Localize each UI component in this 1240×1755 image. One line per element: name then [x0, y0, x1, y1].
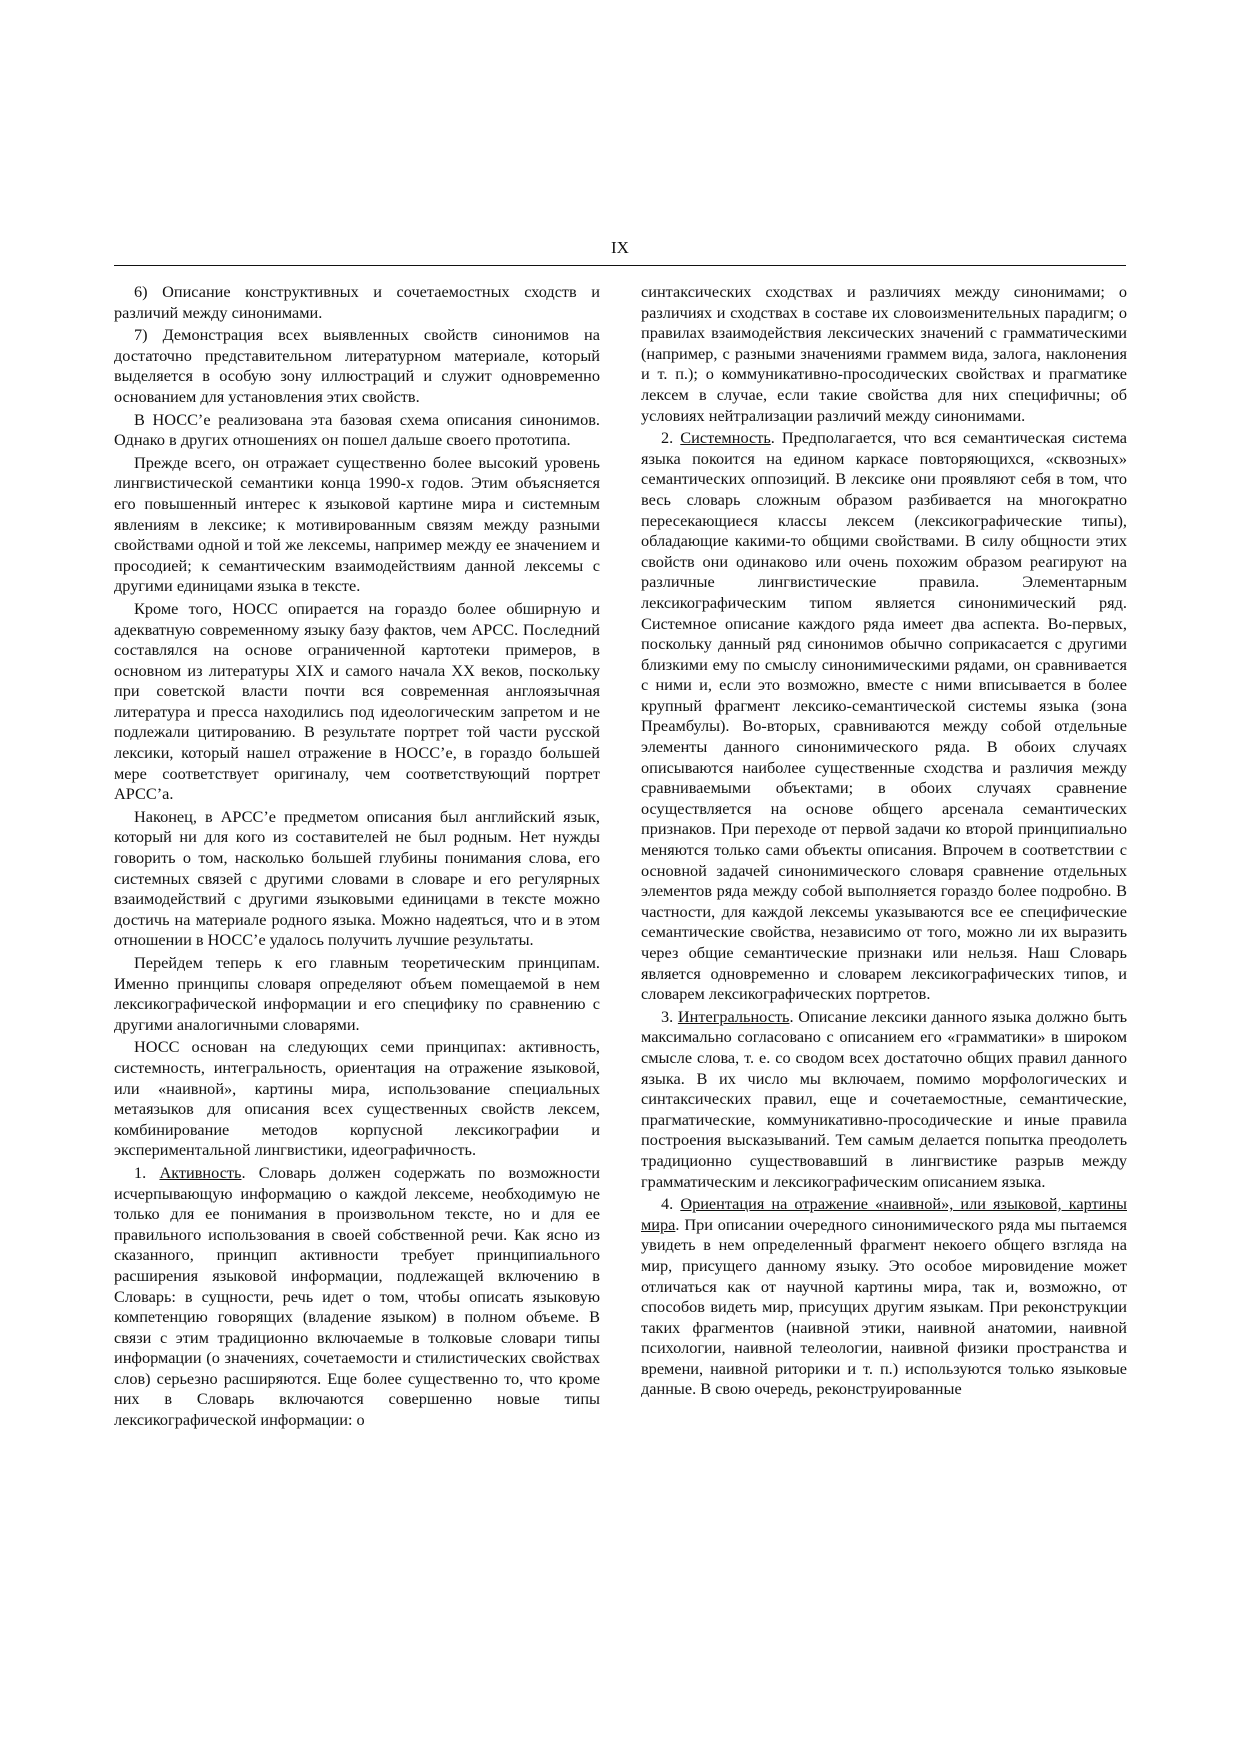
principle-term: Системность [680, 428, 771, 448]
principle-paragraph-integrality [641, 1007, 1127, 1192]
principle-text: . При описании очередного синонимического ряда мы пытаемся увидеть в нем определенный фрагмент некоего общего взгляда на мир, присущего данному языку. Это особое мировидение может отличаться как от научной картины мира, так и, возможно, от способов видеть мир, присущих другим языкам. При реконструкции таких фрагментов (наивной этики, наивной анатомии, наивной психологии, наивной телеологии, наивной физики пространства и времени, наивной риторики и т. п.) используются только языковые данные. В свою очередь, реконструированные [641, 1214, 1127, 1399]
paragraph: Кроме того, НОСС опирается на гораздо более обширную и адекватную современному языку базу фактов, чем АРСС. Последний составлялся на основе ограниченной картотеки примеров, в основном из литературы XIX и самого начала XX веков, поскольку при советской власти почти вся современная англоязычная литература и пресса находились под идеологическим запретом и не подлежали цитированию. В результате портрет той части русской лексики, который нашел отражение в НОСС’е, в гораздо большей мере соответствует оригиналу, чем соответствующий портрет АРСС’а. [114, 598, 600, 804]
principle-term: Активность [159, 1162, 242, 1182]
principle-term: Ориентация на отражение «наивной», или языковой, картины мира [641, 1194, 1127, 1234]
paragraph-continued: синтаксических сходствах и различиях между синонимами; о различиях и сходствах в составе их словоизменительных парадигм; о правилах взаимодействия лексических значений с грамматическими (например, с разными значениями граммем вида, залога, наклонения и т. п.); о коммуникативно-просодических свойствах и прагматике лексем в случае, если такие свойства для них специфичны; об условиях нейтрализации различий между синонимами. [641, 282, 1127, 425]
principle-text: . Словарь должен содержать по возможности исчерпывающую информацию о каждой лексеме, необходимую не только для ее понимания в произвольном тексте, но и для ее правильного использования в своей собственной речи. Как ясно из сказанного, принцип активности требует принципиального расширения языковой информации, подлежащей включению в Словарь: в сущности, речь идет о том, чтобы описать языковую компетенцию говорящих (владение языком) в полном объеме. В связи с этим традиционно включаемые в толковые словари типы информации (о значениях, сочетаемости и стилистических свойствах слов) серьезно расширяются. Еще более существенно то, что кроме них в Словарь включаются совершенно новые типы лексикографической информации: о [114, 1162, 600, 1430]
paragraph: В НОСС’е реализована эта базовая схема описания синонимов. Однако в других отношениях он пошел дальше своего прототипа. [114, 409, 600, 450]
principle-number: 3. [661, 1006, 674, 1026]
principle-paragraph-worldview [641, 1194, 1127, 1400]
principle-number: 2. [661, 428, 674, 448]
principle-paragraph-systemacity [641, 428, 1127, 1005]
paragraph: НОСС основан на следующих семи принципах: активность, системность, интегральность, ориентация на отражение языковой, или «наивной», картины мира, использование специальных метаязыков для описания всех существенных свойств лексем, комбинирование методов корпусной лексикографии и экспериментальной лингвистики, идеографичность. [114, 1037, 600, 1160]
principle-paragraph-activity [114, 1163, 600, 1431]
paragraph: 7) Демонстрация всех выявленных свойств синонимов на достаточно представительном литературном материале, который выделяется в особую зону иллюстраций и служит одновременно основанием для установления этих свойств. [114, 325, 600, 406]
principle-term: Интегральность [677, 1006, 790, 1026]
paragraph: Перейдем теперь к его главным теоретическим принципам. Именно принципы словаря определяют объем помещаемой в нем лексикографической информации и его специфику по сравнению с другими аналогичными словарями. [114, 953, 600, 1034]
principle-number: 1. [134, 1162, 147, 1182]
page-number: IX [611, 238, 629, 257]
paragraph: Наконец, в АРСС’е предметом описания был английский язык, который ни для кого из составителей не был родным. Нет нужды говорить о том, насколько большей глубины понимания слова, его системных связей с другими словами в словаре и его регулярных взаимодействий с другими языковыми единицами в тексте можно достичь на материале родного языка. Можно надеяться, что и в этом отношении в НОСС’е удалось получить лучшие результаты. [114, 806, 600, 950]
paragraph: Прежде всего, он отражает существенно более высокий уровень лингвистической семантики конца 1990-х годов. Этим объясняется его повышенный интерес к языковой картине мира и системным явлениям в лексике; к мотивированным связям между разными свойствами одной и той же лексемы, например между ее значением и просодией; к семантическим взаимодействиям данной лексемы с другими единицами языка в тексте. [114, 452, 600, 596]
header-rule [114, 265, 1126, 266]
right-column [641, 282, 1127, 1402]
principle-number: 4. [661, 1194, 674, 1214]
left-column [114, 282, 600, 1433]
principle-text: . Предполагается, что вся семантическая система языка покоится на едином каркасе повторяющихся, «сквозных» семантических оппозиций. В лексике они проявляют себя в том, что весь словарь сложным образом разбивается на многократно пересекающиеся классы лексем (лексикографические типы), обладающие какими-то общими свойствами. В силу общности этих свойств они одинаково или очень похожим образом реагируют на различные лингвистические правила. Элементарным лексикографическим типом является синонимический ряд. Системное описание каждого ряда имеет два аспекта. Во-первых, поскольку данный ряд синонимов обычно соприкасается с другими близкими ему по смыслу синонимическими рядами, он сравнивается с ними и, если это возможно, вместе с ними вписывается в более крупный фрагмент лексико-семантической системы языка (зона Преамбулы). Во-вторых, сравниваются между собой отдельные элементы данного синонимического ряда. В обоих случаях описываются наиболее существенные сходства и различия между сравниваемыми объектами; в обоих случаях сравнение осуществляется на основе общего арсенала семантических признаков. При переходе от первой задачи ко второй принципиально меняются только сами объекты описания. Впрочем в соответствии с основной задачей синонимического словаря сравнение отдельных элементов ряда между собой выполняется гораздо более подробно. В частности, для каждой лексемы указываются все ее специфические семантические свойства, независимо от того, можно ли их выразить через общие семантические признаки или нельзя. Наш Словарь является одновременно и словарем лексикографических типов, и словарем лексикографических портретов. [641, 428, 1127, 1004]
paragraph: 6) Описание конструктивных и сочетаемостных сходств и различий между синонимами. [114, 282, 600, 322]
principle-text: . Описание лексики данного языка должно быть максимально согласовано с описанием его «грамматики» в широком смысле слова, т. е. со сводом всех достаточно общих правил данного языка. В их число мы включаем, помимо морфологических и синтаксических правил, еще и сочетаемостные, семантические, прагматические, коммуникативно-просодические и иные правила построения высказываний. Тем самым делается попытка преодолеть традиционно существовавший в лингвистике разрыв между грамматическим и лексикографическим описанием языка. [641, 1006, 1127, 1191]
